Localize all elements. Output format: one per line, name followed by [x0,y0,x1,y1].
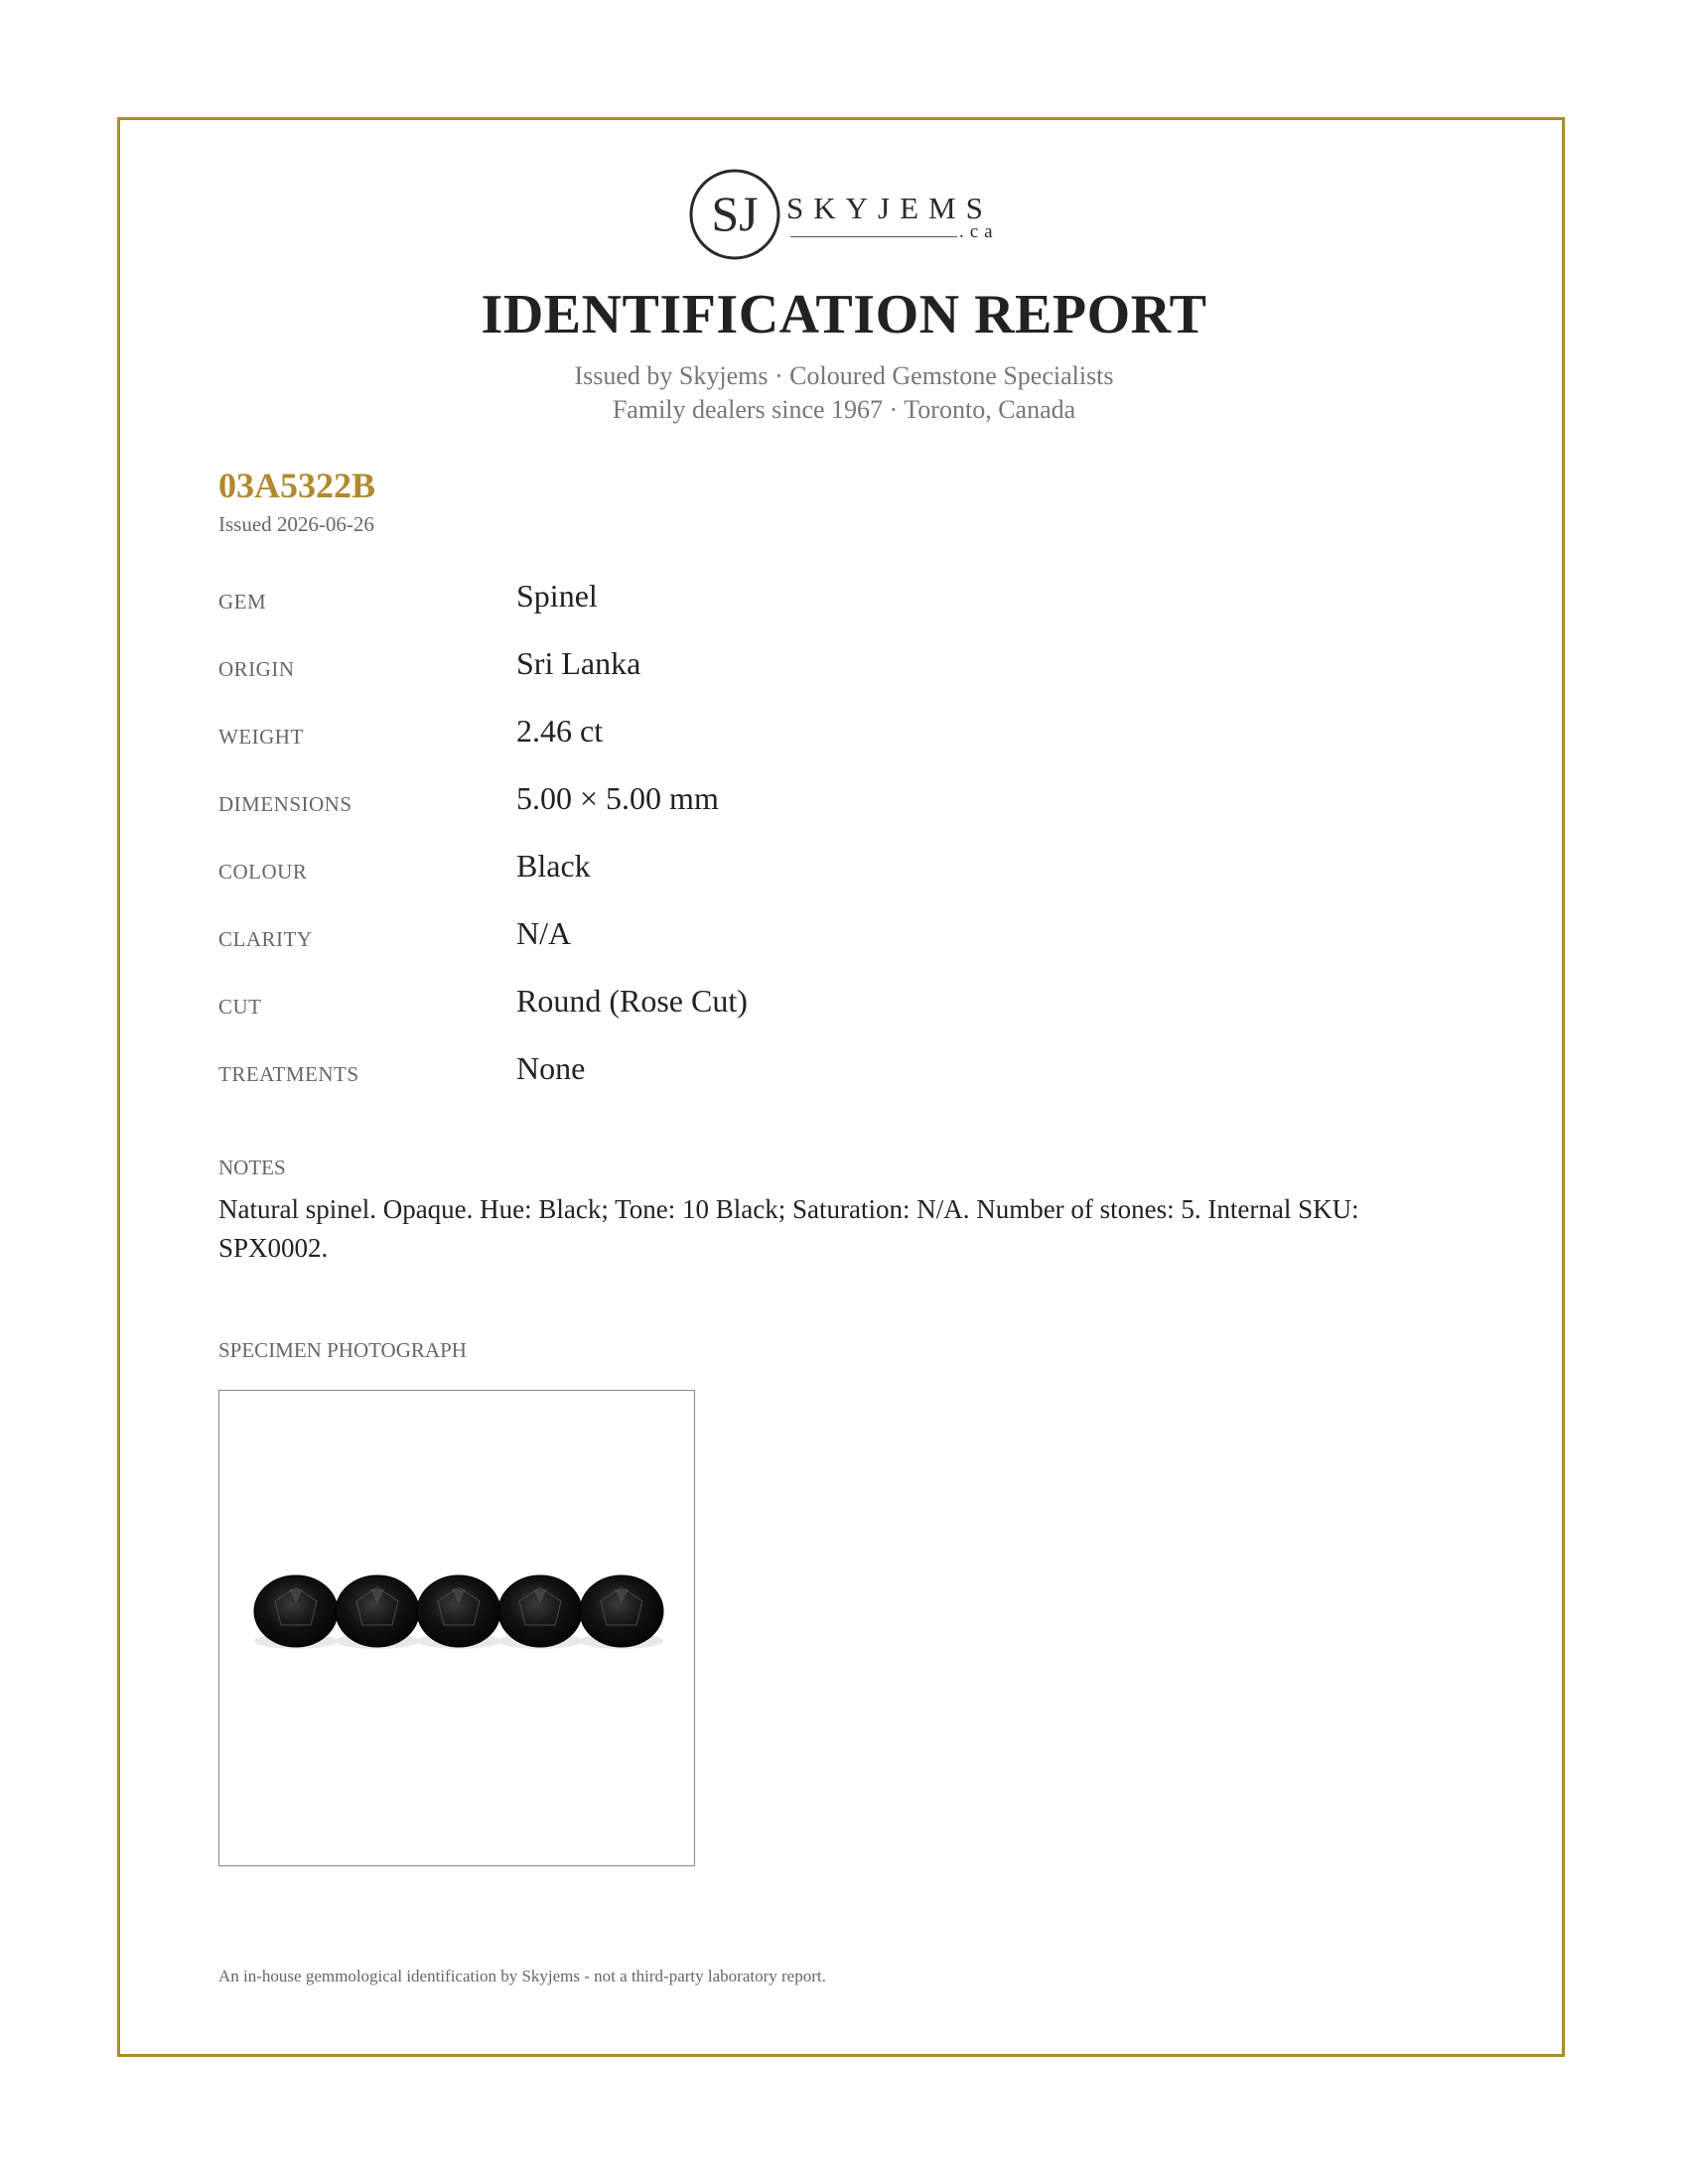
field-row-dimensions [218,780,1410,830]
brand-tld: .ca [959,221,999,242]
field-label: ORIGIN [218,657,295,681]
field-label: DIMENSIONS [218,792,352,816]
field-label: CLARITY [218,927,313,951]
brand-name: SKYJEMS [786,191,993,225]
field-row-origin [218,645,1410,695]
field-label: CUT [218,995,262,1019]
brand-logo [685,165,1013,264]
field-value: N/A [516,915,572,951]
field-label: TREATMENTS [218,1062,359,1086]
field-value: Black [516,848,591,884]
field-row-weight [218,713,1410,762]
field-row-clarity [218,915,1410,965]
field-label: WEIGHT [218,725,304,749]
field-value: Spinel [516,578,598,614]
sj-monogram-icon [685,165,784,264]
issue-date: Issued 2026-06-26 [218,512,374,536]
report-title: IDENTIFICATION REPORT [481,284,1207,345]
svg-text:SJ: SJ [711,186,759,241]
issuer-line: Issued by Skyjems · Coloured Gemstone Specialists [574,361,1114,390]
specimen-photo [218,1390,695,1866]
field-label: GEM [218,590,267,614]
field-value: None [516,1050,586,1086]
report-number: 03A5322B [218,466,376,505]
field-value: Sri Lanka [516,645,641,681]
footer-disclaimer: An in-house gemmological identification by Skyjems - not a third-party laboratory report. [218,1967,826,1985]
field-row-colour [218,848,1410,897]
brand-rule [790,236,957,237]
gemstones-image [219,1391,693,1864]
field-label: COLOUR [218,860,308,884]
notes-label: NOTES [218,1156,286,1179]
notes-text: Natural spinel. Opaque. Hue: Black; Tone: 10 Black; Saturation: N/A. Number of stones: 5. Internal SKU: SPX0002. [218,1194,1359,1263]
field-value: Round (Rose Cut) [516,983,748,1019]
field-value: 2.46 ct [516,713,604,749]
photo-label: SPECIMEN PHOTOGRAPH [218,1338,467,1362]
field-value: 5.00 × 5.00 mm [516,780,719,816]
field-row-treatments [218,1050,1410,1100]
dealer-line: Family dealers since 1967 · Toronto, Canada [612,395,1076,424]
field-row-gem [218,578,1410,627]
field-row-cut [218,983,1410,1032]
